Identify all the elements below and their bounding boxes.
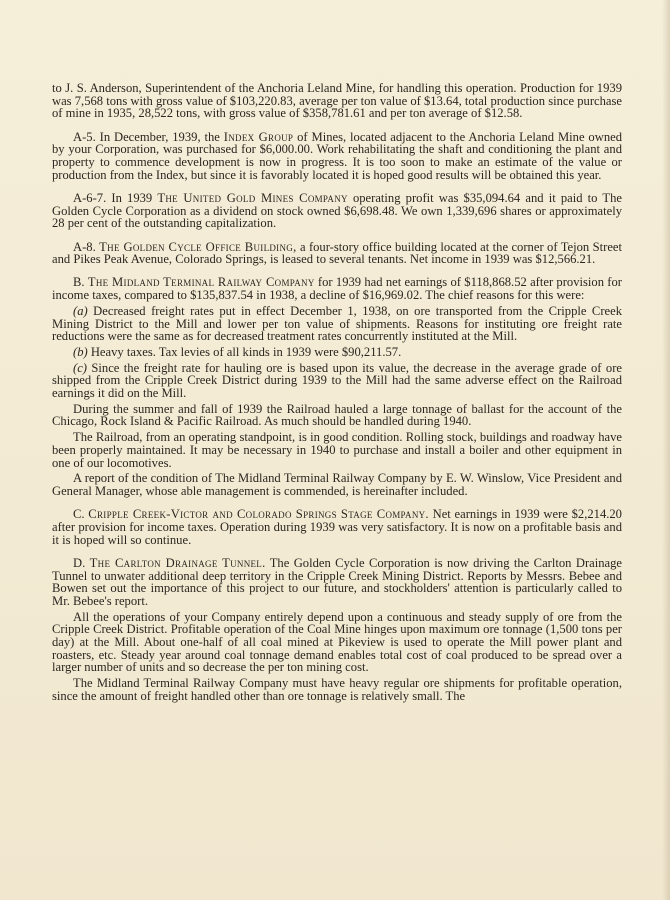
paragraph-body: The Railroad, from an operating standpoint, is in good condition. Rolling stock, buildings and roadway have been properly maintained. It may be necessary in 1940 to purchase and install a boiler and other equipment in one of our locomotives. <box>52 430 622 470</box>
paragraph-b-midland-terminal <box>52 276 622 301</box>
list-item-text: Heavy taxes. Tax levies of all kinds in 1939 were $90,211.57. <box>87 344 402 359</box>
list-item-reason-a <box>52 305 622 343</box>
paragraph-ballast-hauling <box>52 403 622 428</box>
list-item-marker: (c) <box>73 360 87 375</box>
paragraph-body: All the operations of your Company entirely depend upon a continuous and steady supply of ore from the Cripple Creek District. Profitable operation of the Coal Mine hinges upon maximum ore tonnage (1,500 tons per day) at the Mill. About one-half of all coal mined at Pikeview is used to operate the Mill power plant and roasters, etc. Steady year around coal tonnage demand enables total cost of coal produced to be spread over a larger number of units and so decrease the per ton mining cost. <box>52 609 622 675</box>
paragraph-anchoria-production <box>52 82 622 120</box>
list-item-marker: (b) <box>73 344 88 359</box>
paragraph-body: The Golden Cycle Corporation is now driving the Carlton Drainage Tunnel to unwater additional deep territory in the Cripple Creek Mining District. Reports by Messrs. Bebee and Bowen set out the importance of this project to our future, and stockholders' attention is particularly called to Mr. Bebee's report. <box>52 555 622 608</box>
paragraph-railroad-condition <box>52 431 622 469</box>
paragraph-body: for 1939 had net earnings of $118,868.52 after provision for income taxes, compared to $135,837.54 in 1938, a decline of $16,969.02. The chief reasons for this were: <box>52 275 622 303</box>
paragraph-ore-supply <box>52 611 622 675</box>
paragraph-body: to J. S. Anderson, Superintendent of the Anchoria Leland Mine, for handling this operation. Production for 1939 was 7,568 tons with gross value of $103,220.83, average per ton value of $13.64, total production since purchase of mine in 1935, 28,522 tons, with gross value of $358,781.61 and per ton average of $12.58. <box>52 81 622 121</box>
paragraph-lead: A-8. <box>73 239 100 254</box>
paragraph-a67-united-gold-mines <box>52 192 622 230</box>
paragraph-heading: The Midland Terminal Railway Company <box>87 275 315 290</box>
list-item-reason-c <box>52 362 622 400</box>
paragraph-body: of Mines, located adjacent to the Anchoria Leland Mine owned by your Corporation, was purchased for $6,000.00. Work rehabilitating the shaft and conditioning the plant and property to commence development is now in progress. It is too soon to make an estimate of the value or production from the Index, but since it is favorably located it is hoped good results will be obtained this year. <box>52 129 622 182</box>
paragraph-body: During the summer and fall of 1939 the Railroad hauled a large tonnage of ballast for the account of the Chicago, Rock Island & Pacific Railroad. As much should be handled during 1940. <box>52 401 622 429</box>
paragraph-heading: Index Group <box>223 129 294 144</box>
list-item-text: Decreased freight rates put in effect December 1, 1938, on ore transported from the Cripple Creek Mining District to the Mill and lower per ton value of shipments. Reasons for instituting ore freight rate reductions were the same as for decreased treatment rates concurrently instituted at the Mill. <box>52 303 622 344</box>
paragraph-d-carlton-tunnel <box>52 557 622 608</box>
paragraph-railway-report <box>52 472 622 497</box>
page-text <box>52 82 622 703</box>
list-item-reason-b <box>52 346 622 359</box>
paragraph-body: The Midland Terminal Railway Company must have heavy regular ore shipments for profitable operation, since the amount of freight handled other than ore tonnage is relatively small. The <box>52 676 622 703</box>
paragraph-heading: The Carlton Drainage Tunnel. <box>89 555 266 570</box>
paragraph-heading: Cripple Creek-Victor and Colorado Springs Stage Company. <box>88 507 429 522</box>
paragraph-body: a four-story office building located at the corner of Tejon Street and Pikes Peak Avenue, Colorado Springs, is leased to several tenants. Net income in 1939 was $12,566.21. <box>52 239 622 267</box>
list-item-marker: (a) <box>73 303 88 318</box>
paragraph-a8-office-building <box>52 241 622 266</box>
page-edge-shadow <box>662 0 670 900</box>
paragraph-body: operating profit was $35,094.64 and it paid to The Golden Cycle Corporation as a dividend on stock owned $6,698.48. We own 1,339,696 shares or approximately 28 per cent of the outstanding capitalization. <box>52 190 622 231</box>
paragraph-ore-shipments <box>52 677 622 702</box>
paragraph-heading: The Golden Cycle Office Building, <box>99 239 297 254</box>
paragraph-lead: D. <box>73 555 90 570</box>
paragraph-a5-index-group <box>52 131 622 182</box>
paragraph-lead: A-6-7. In 1939 <box>73 190 158 205</box>
paragraph-body: A report of the condition of The Midland Terminal Railway Company by E. W. Winslow, Vice President and General Manager, whose able management is commended, is hereinafter included. <box>52 471 622 498</box>
paragraph-lead: B. <box>73 275 88 290</box>
paragraph-body: Net earnings in 1939 were $2,214.20 after provision for income taxes. Operation during 1939 was very satisfactory. It is now on a profitable basis and it is hoped will so continue. <box>52 507 622 547</box>
paragraph-lead: A-5. In December, 1939, the <box>73 129 224 144</box>
list-item-text: Since the freight rate for hauling ore is based upon its value, the decrease in the average grade of ore shipped from the Cripple Creek District during 1939 to the Mill had the same adverse effect on the Railroad earnings it did on the Mill. <box>52 360 622 401</box>
paragraph-heading: The United Gold Mines Company <box>157 190 348 205</box>
paragraph-lead: C. <box>73 507 89 522</box>
paragraph-c-stage-company <box>52 508 622 546</box>
